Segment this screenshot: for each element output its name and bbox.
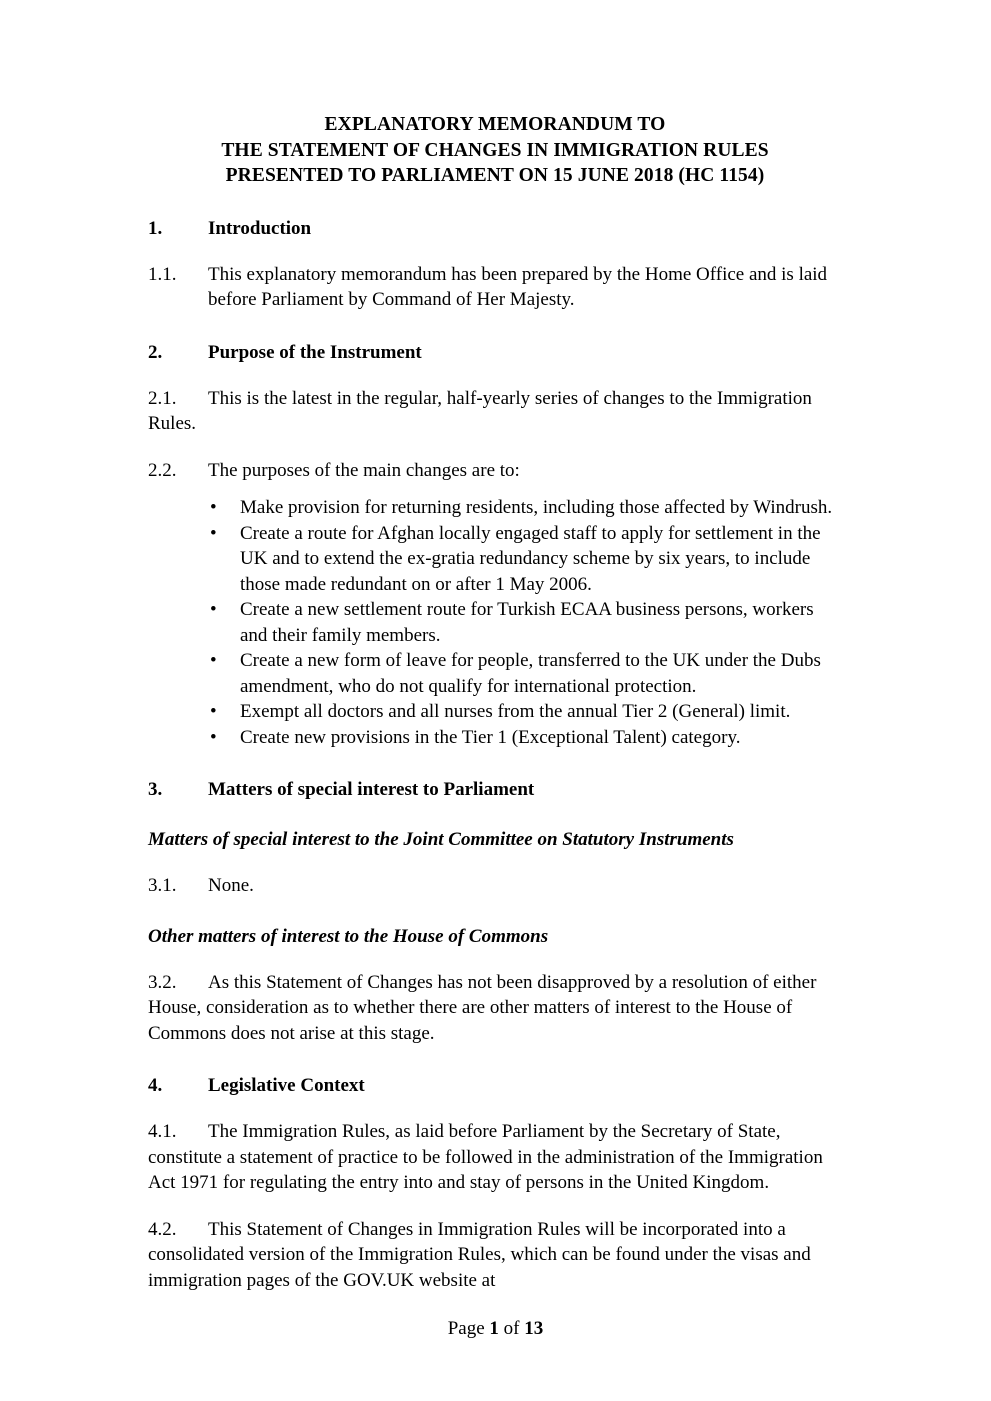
paragraph-text-3-2: As this Statement of Changes has not been disapproved by a resolution of either House, consideration as to whether there are other matters of interest to the House of Commons does not arise at this stage. bbox=[148, 971, 817, 1044]
paragraph-2-1 bbox=[148, 386, 842, 437]
paragraph-text-2-1: This is the latest in the regular, half-yearly series of changes to the Immigration Rules. bbox=[148, 387, 812, 434]
list-item-text: Create a new settlement route for Turkish ECAA business persons, workers and their family members. bbox=[240, 599, 814, 646]
document-title-line-2: THE STATEMENT OF CHANGES IN IMMIGRATION RULES bbox=[221, 139, 769, 161]
paragraph-number-1-1: 1.1. bbox=[148, 263, 177, 285]
list-item-text: Create a new form of leave for people, transferred to the UK under the Dubs amendment, who do not qualify for international protection. bbox=[240, 650, 821, 697]
list-item-text: Create new provisions in the Tier 1 (Exceptional Talent) category. bbox=[240, 726, 741, 748]
section-title-4: Legislative Context bbox=[208, 1075, 365, 1096]
paragraph-number-4-1: 4.1. bbox=[148, 1121, 177, 1142]
section-heading-2 bbox=[148, 341, 842, 365]
footer-total-pages: 13 bbox=[524, 1318, 544, 1339]
bullet-icon: • bbox=[210, 726, 217, 748]
bullet-icon: • bbox=[210, 599, 217, 620]
bullet-icon: • bbox=[210, 650, 217, 671]
section-heading-3 bbox=[148, 778, 842, 802]
section-number-3: 3. bbox=[148, 779, 163, 800]
paragraph-4-1 bbox=[148, 1119, 842, 1196]
paragraph-text-4-1: The Immigration Rules, as laid before Parliament by the Secretary of State, constitute a statement of practice to be followed in the administration of the Immigration Act 1971 for regulating the entry into and stay of persons in the United Kingdom. bbox=[148, 1121, 823, 1193]
bullet-icon: • bbox=[210, 497, 217, 518]
section-number-2: 2. bbox=[148, 341, 163, 363]
paragraph-text-1-1: This explanatory memorandum has been prepared by the Home Office and is laid before Parliament by Command of Her Majesty. bbox=[208, 263, 828, 310]
subheading-house-of-commons: Other matters of interest to the House of Commons bbox=[148, 925, 549, 947]
section-title-2: Purpose of the Instrument bbox=[208, 341, 422, 363]
list-item-text: Exempt all doctors and all nurses from the annual Tier 2 (General) limit. bbox=[240, 701, 791, 722]
paragraph-number-4-2: 4.2. bbox=[148, 1218, 177, 1240]
document-title bbox=[148, 112, 842, 189]
document-title-line-1: EXPLANATORY MEMORANDUM TO bbox=[324, 114, 666, 135]
section-title-1: Introduction bbox=[208, 217, 312, 239]
paragraph-number-2-1: 2.1. bbox=[148, 387, 177, 409]
paragraph-3-2 bbox=[148, 970, 842, 1047]
subheading-joint-committee: Matters of special interest to the Joint Committee on Statutory Instruments bbox=[148, 829, 734, 850]
section-heading-1 bbox=[148, 217, 842, 241]
list-item-text: Make provision for returning residents, including those affected by Windrush. bbox=[240, 497, 833, 518]
paragraph-text-4-2: This Statement of Changes in Immigration Rules will be incorporated into a consolidated version of the Immigration Rules, which can be found under the visas and immigration pages of the GOV.UK website at bbox=[148, 1218, 811, 1291]
section-number-1: 1. bbox=[148, 217, 163, 239]
section-heading-4 bbox=[148, 1074, 842, 1098]
paragraph-number-3-2: 3.2. bbox=[148, 971, 177, 993]
document-title-line-3: PRESENTED TO PARLIAMENT ON 15 JUNE 2018 (HC 1154) bbox=[225, 165, 765, 186]
section-title-3: Matters of special interest to Parliament bbox=[208, 779, 535, 800]
list-item bbox=[148, 495, 842, 521]
list-item bbox=[148, 597, 842, 648]
list-item bbox=[148, 521, 842, 598]
paragraph-text-2-2: The purposes of the main changes are to: bbox=[208, 459, 520, 481]
document-content bbox=[148, 112, 842, 1293]
footer-of-label: of bbox=[503, 1318, 520, 1339]
footer-current-page: 1 bbox=[489, 1318, 499, 1339]
list-item bbox=[148, 725, 842, 751]
paragraph-number-2-2: 2.2. bbox=[148, 459, 177, 481]
section-number-4: 4. bbox=[148, 1075, 163, 1096]
paragraph-4-2 bbox=[148, 1217, 842, 1294]
list-item bbox=[148, 699, 842, 725]
paragraph-2-2 bbox=[148, 458, 842, 484]
purpose-bullet-list bbox=[148, 495, 842, 750]
paragraph-1-1 bbox=[148, 262, 842, 313]
list-item-text: Create a route for Afghan locally engaged staff to apply for settlement in the UK and to extend the ex-gratia redundancy scheme by six years, to include those made redundant on or after 1 May 2006. bbox=[240, 522, 821, 595]
paragraph-text-3-1: None. bbox=[208, 875, 254, 896]
paragraph-number-3-1: 3.1. bbox=[148, 875, 177, 896]
bullet-icon: • bbox=[210, 522, 217, 544]
footer-page-label: Page bbox=[447, 1318, 485, 1339]
list-item bbox=[148, 648, 842, 699]
paragraph-3-1 bbox=[148, 873, 842, 899]
bullet-icon: • bbox=[210, 701, 217, 722]
page-footer bbox=[0, 1317, 991, 1341]
